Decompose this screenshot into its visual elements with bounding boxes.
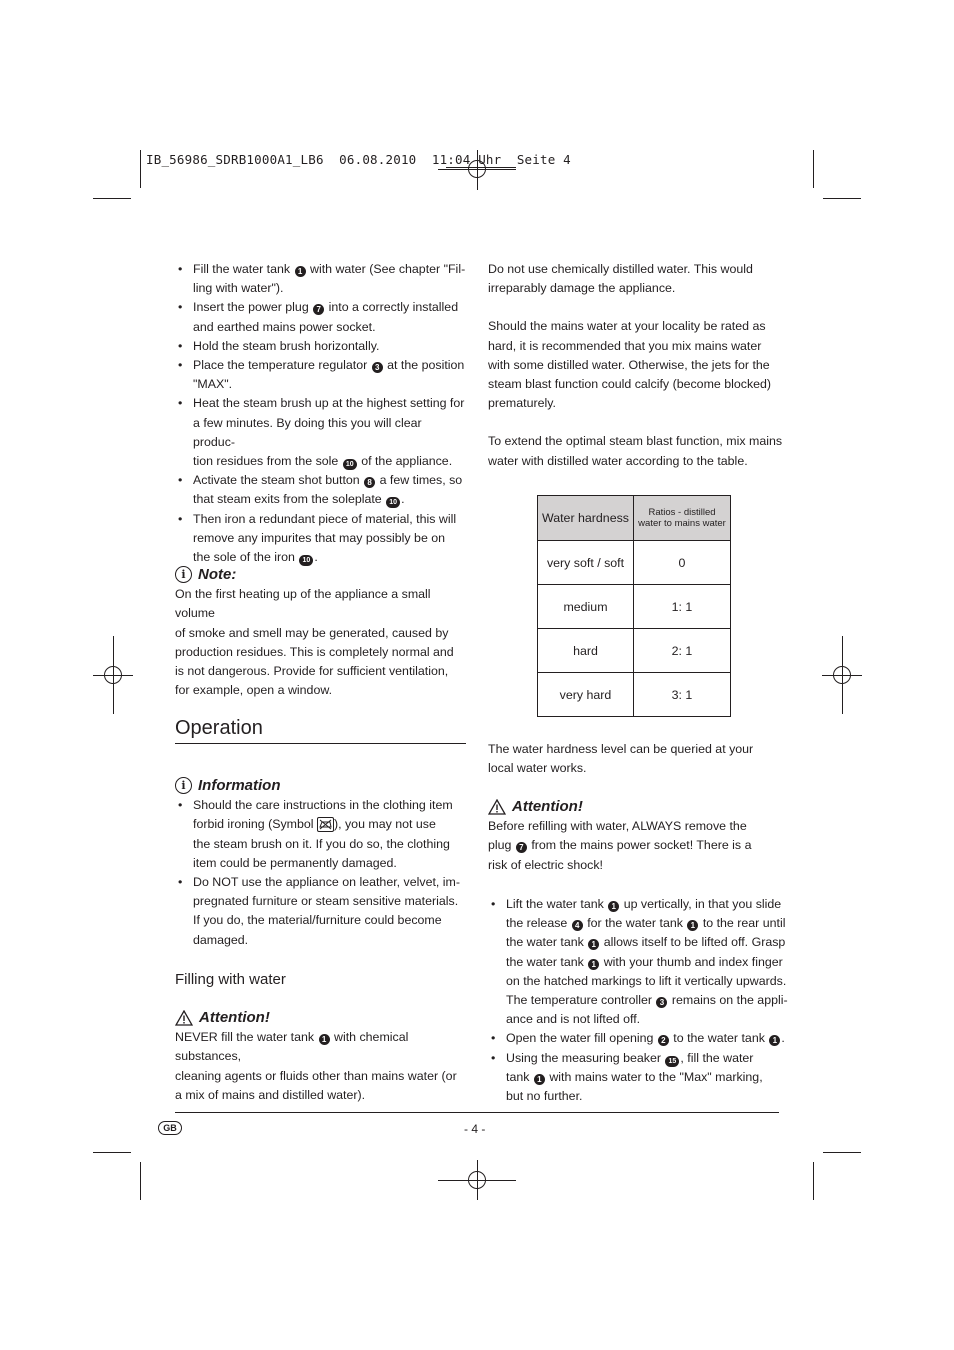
table-cell: 1: 1 (634, 585, 731, 629)
text-line: but no further. (506, 1089, 583, 1104)
part-number-badge: 1 (608, 901, 619, 912)
registration-mark (104, 666, 122, 684)
table-cell: very hard (538, 673, 634, 717)
information-list (175, 796, 467, 950)
text-line: Then iron a redundant piece of material, this will (193, 511, 457, 526)
information-heading (175, 776, 467, 795)
text-line: remove any impurites that may possibly be on (193, 530, 446, 545)
list-item (175, 356, 467, 394)
column-header: Water hardness (538, 496, 634, 541)
text-line: the release 4 for the water tank 1 to the rear until (506, 916, 786, 931)
part-number-badge: 1 (295, 266, 306, 277)
text-line: the water tank 1 allows itself to be lifted off. Grasp (506, 935, 786, 950)
part-number-badge: 1 (588, 959, 599, 970)
text-line: ance and is not lifted off. (506, 1012, 641, 1027)
table-header-row (538, 496, 731, 541)
print-slug: IB_56986_SDRB1000A1_LB6 06.08.2010 11:04 Uhr Seite 4 (146, 152, 571, 167)
text-line: the steam brush on it. If you do so, the clothing (193, 836, 450, 851)
text-line: and earthed mains power socket. (193, 319, 376, 334)
text-line: Hold the steam brush horizontally. (193, 338, 380, 353)
text-line: Do not use chemically distilled water. This would (488, 262, 753, 276)
list-item (175, 471, 467, 509)
text-line: plug 7 from the mains power socket! There is a (488, 838, 752, 853)
text-line: Place the temperature regulator 3 at the position (193, 358, 465, 373)
right-attention-section (488, 797, 788, 875)
text-line: is not dangerous. Provide for sufficient ventilation, (175, 664, 449, 679)
crop-mark (93, 1152, 131, 1153)
crop-mark (823, 198, 861, 199)
list-item (175, 260, 467, 298)
text-line: of smoke and smell may be generated, caused by (175, 625, 449, 640)
attention-text (488, 817, 788, 875)
text-line: Should the mains water at your locality be rated as (488, 319, 766, 334)
right-column-lower (488, 740, 788, 778)
text-line: risk of electric shock! (488, 857, 603, 872)
part-number-badge: 3 (656, 997, 667, 1008)
text-line: with some distilled water. Otherwise, the jets for the (488, 357, 770, 372)
text-line: a mix of mains and distilled water). (175, 1087, 366, 1102)
text-line: local water works. (488, 761, 587, 776)
list-item (488, 895, 788, 1029)
text-line: Using the measuring beaker 15 , fill the water (506, 1050, 754, 1065)
header-line: Ratios - distilled (648, 507, 716, 518)
column-header (634, 496, 731, 541)
table-cell: 2: 1 (634, 629, 731, 673)
registration-mark (468, 1171, 486, 1189)
text-line: forbid ironing (Symbol ), you may not use (193, 817, 436, 832)
text-line: that steam exits from the soleplate 10 . (193, 492, 405, 507)
text-line: tank 1 with mains water to the "Max" marking, (506, 1069, 763, 1084)
no-iron-icon (317, 817, 334, 832)
right-steps (488, 895, 788, 1106)
table-cell: very soft / soft (538, 541, 634, 585)
text-line: Insert the power plug 7 into a correctly installed (193, 300, 459, 315)
attention-title: Attention! (512, 798, 583, 815)
footer-rule (175, 1112, 779, 1113)
registration-mark (833, 666, 851, 684)
warning-icon (488, 799, 506, 815)
crop-mark (813, 150, 814, 188)
info-icon: i (175, 566, 192, 583)
text-line: water with distilled water according to the table. (488, 453, 748, 468)
page-number: - 4 - (464, 1122, 486, 1136)
heading-rule (175, 743, 466, 744)
text-line: The water hardness level can be queried at your (488, 742, 754, 756)
information-section (175, 776, 467, 950)
paragraph (488, 740, 788, 778)
text-line: tion residues from the sole 10 of the appliance. (193, 454, 453, 469)
list-item (175, 394, 467, 471)
table-cell: 3: 1 (634, 673, 731, 717)
text-line: for example, open a window. (175, 683, 333, 698)
text-line: If you do, the material/furniture could become (193, 913, 442, 928)
part-number-badge: 10 (386, 497, 400, 508)
info-icon: i (175, 777, 192, 794)
list-item (488, 1049, 788, 1107)
text-line: "MAX". (193, 377, 233, 392)
steps-list (488, 895, 788, 1106)
attention-heading (488, 797, 788, 816)
note-text (175, 585, 467, 700)
left-column (175, 260, 467, 567)
part-number-badge: 1 (534, 1074, 545, 1085)
text-line: hard, it is recommended that you mix mains water (488, 338, 762, 353)
note-heading (175, 565, 467, 584)
filling-heading: Filling with water (175, 971, 286, 988)
table-cell: hard (538, 629, 634, 673)
text-line: pregnated furniture or steam sensitive materials. (193, 894, 459, 909)
part-number-badge: 4 (572, 920, 583, 931)
crop-mark (813, 1162, 814, 1200)
note-title: Note: (198, 566, 237, 583)
part-number-badge: 1 (319, 1034, 330, 1045)
text-line: NEVER fill the water tank 1 with chemical substances, (175, 1030, 409, 1064)
right-column (488, 260, 788, 471)
crop-mark (140, 1162, 141, 1200)
part-number-badge: 7 (313, 304, 324, 315)
text-line: To extend the optimal steam blast function, mix mains (488, 434, 783, 449)
text-line: Before refilling with water, ALWAYS remove the (488, 819, 747, 834)
header-line: water to mains water (638, 518, 726, 529)
part-number-badge: 1 (687, 920, 698, 931)
list-item (175, 510, 467, 568)
part-number-badge: 7 (516, 842, 527, 853)
text-line: on the hatched markings to lift it vertically upwards. (506, 973, 787, 988)
table-row (538, 673, 731, 717)
part-number-badge: 3 (372, 362, 383, 373)
paragraph (488, 317, 788, 413)
text-line: Open the water fill opening 2 to the water tank 1 . (506, 1031, 785, 1046)
text-line: Heat the steam brush up at the highest setting for (193, 396, 465, 411)
water-hardness-table (537, 495, 731, 717)
slug-underline (446, 167, 516, 168)
text-line: Lift the water tank 1 up vertically, in that you slide (506, 897, 782, 911)
text-line: The temperature controller 3 remains on the appli- (506, 993, 788, 1008)
left-attention-section (175, 1008, 467, 1105)
language-badge: GB (158, 1121, 182, 1135)
text-line: damaged. (193, 932, 249, 947)
part-number-badge: 8 (364, 477, 375, 488)
part-number-badge: 2 (658, 1035, 669, 1046)
text-line: Fill the water tank 1 with water (See chapter "Fil- (193, 262, 466, 276)
instructions-list (175, 260, 467, 567)
text-line: production residues. This is completely normal and (175, 644, 454, 659)
list-item (175, 873, 467, 950)
text-line: Do NOT use the appliance on leather, velvet, im- (193, 875, 460, 890)
warning-icon (175, 1010, 193, 1026)
part-number-badge: 15 (665, 1056, 679, 1067)
operation-heading: Operation (175, 717, 263, 739)
table-row (538, 541, 731, 585)
list-item (175, 337, 467, 356)
text-line: ling with water"). (193, 281, 284, 296)
table-row (538, 585, 731, 629)
text-line: Should the care instructions in the clothing item (193, 798, 453, 813)
part-number-badge: 10 (343, 459, 357, 470)
table-cell: medium (538, 585, 634, 629)
text-line: the sole of the iron 10 . (193, 550, 318, 565)
crop-mark (140, 150, 141, 188)
paragraph (488, 260, 788, 298)
crop-mark (93, 198, 131, 199)
part-number-badge: 1 (588, 939, 599, 950)
text-line: irreparably damage the appliance. (488, 281, 676, 296)
text-line: On the first heating up of the appliance a small volume (175, 587, 431, 621)
attention-title: Attention! (199, 1009, 270, 1026)
text-line: the water tank 1 with your thumb and index finger (506, 954, 783, 969)
text-line: steam blast function could calcify (become blocked) (488, 377, 772, 392)
table-row (538, 629, 731, 673)
table-cell: 0 (634, 541, 731, 585)
attention-heading (175, 1008, 467, 1027)
crop-mark (823, 1152, 861, 1153)
text-line: a few minutes. By doing this you will clear produc- (193, 415, 422, 449)
list-item (488, 1029, 788, 1048)
part-number-badge: 1 (769, 1035, 780, 1046)
text-line: cleaning agents or fluids other than mains water (or (175, 1068, 457, 1083)
list-item (175, 298, 467, 336)
part-number-badge: 10 (299, 555, 313, 566)
text-line: item could be permanently damaged. (193, 855, 397, 870)
information-title: Information (198, 777, 281, 794)
list-item (175, 796, 467, 873)
note-section (175, 565, 467, 700)
attention-text (175, 1028, 467, 1105)
text-line: prematurely. (488, 396, 556, 411)
paragraph (488, 432, 788, 470)
text-line: Activate the steam shot button 8 a few times, so (193, 473, 463, 488)
